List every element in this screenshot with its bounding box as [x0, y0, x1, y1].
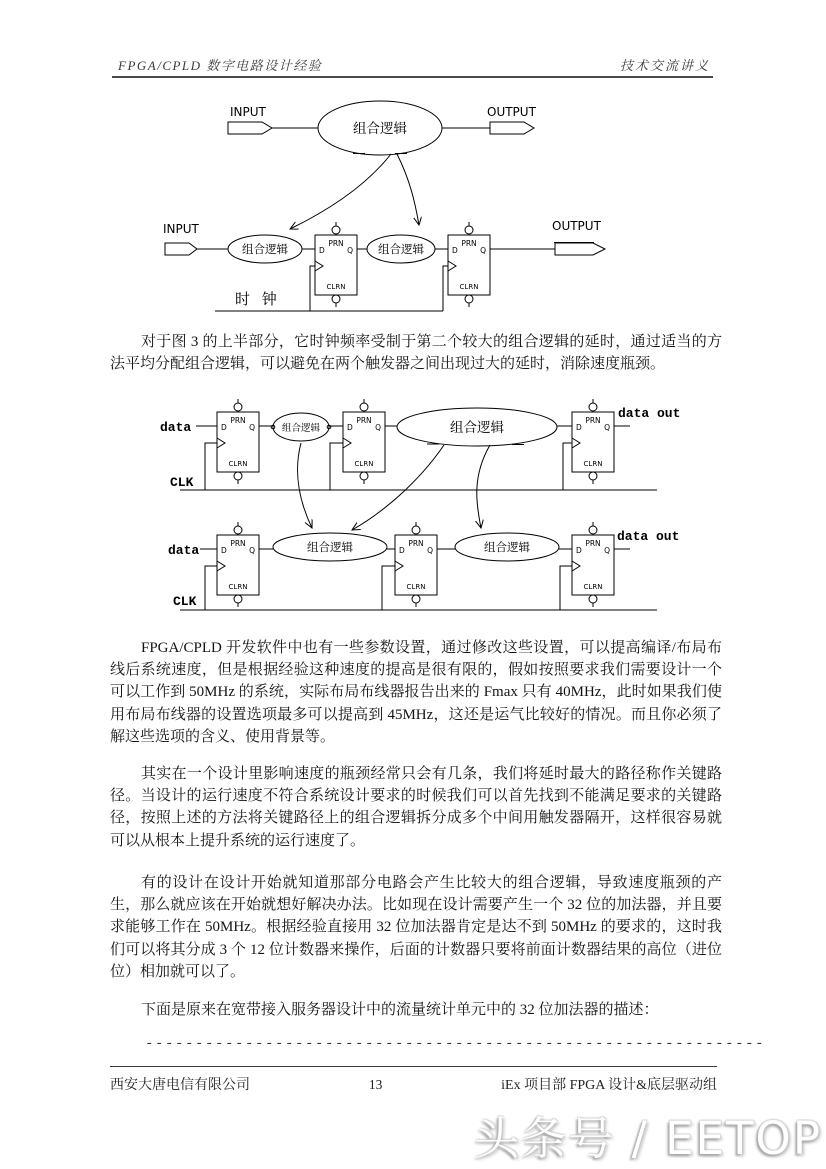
input-label: INPUT: [230, 105, 266, 119]
dff-symbol: [217, 399, 259, 484]
dff-symbol: [572, 399, 614, 484]
output-pin-icon: [490, 122, 534, 134]
clock-wire: [560, 566, 572, 610]
data-out-label: data out: [618, 406, 681, 421]
paragraph: 其实在一个设计里影响速度的瓶颈经常只会有几条，我们将延时最大的路径称作关键路径。当设计的运行速度不符合系统设计要求的时候我们可以首先找到不能满足要求的关键路径，按照上述的方法将关键路径上的组合逻辑拆分成多个中间用触发器隔开，这样很容易就可以从根本上提升系统的运行速度了。: [110, 766, 722, 849]
clock-label: 时 钟: [235, 292, 281, 308]
dff-symbol: [395, 522, 437, 607]
logic-label: 组合逻辑: [242, 244, 288, 256]
footer-department: iEx 项目部 FPGA 设计&底层驱动组: [501, 1078, 717, 1093]
logic-label: 组合逻辑: [450, 420, 504, 435]
dashed-divider: --------------------------------------------------------------: [145, 1036, 766, 1052]
output-label: OUTPUT: [552, 219, 601, 233]
dff-symbol: [343, 399, 385, 484]
header-left-title: FPGA/CPLD 数字电路设计经验: [118, 58, 323, 73]
rebalance-arrow: [298, 443, 312, 528]
logic-label: 组合逻辑: [378, 244, 424, 256]
clk-label: CLK: [170, 475, 194, 490]
paragraph: 下面是原来在宽带接入服务器设计中的流量统计单元中的 32 位加法器的描述：: [141, 1002, 659, 1018]
data-label: data: [168, 543, 200, 558]
clock-wire: [443, 266, 448, 311]
paragraph: 对于图 3 的上半部分，它时钟频率受制于第二个较大的组合逻辑的延时，通过适当的方法平均分配组合逻辑，可以避免在两个触发器之间出现过大的延时，消除速度瓶颈。: [110, 334, 722, 373]
header-right-title: 技术交流讲义: [619, 58, 710, 73]
dff-symbol: [315, 222, 357, 307]
logic-label: 组合逻辑: [484, 542, 530, 554]
clk-label: CLK: [173, 594, 197, 609]
watermark: 头条号 / EETOP: [474, 1112, 822, 1165]
footer-page-number: 13: [368, 1077, 383, 1092]
dff-symbol: [572, 522, 614, 607]
clock-wire: [563, 443, 572, 490]
clock-wire: [382, 566, 395, 610]
data-label: data: [160, 420, 192, 435]
logic-label: 组合逻辑: [353, 121, 407, 136]
split-arrow: [290, 154, 391, 229]
input-pin-icon: [165, 243, 197, 255]
output-label: OUTPUT: [487, 105, 536, 119]
figure-top-diagram: PRN D Q CLRN INPUT 组合逻辑 OUTPUT INPUT 组合逻辑 组合逻辑 OUTPUT 时 钟: [110, 92, 710, 320]
clock-wire: [205, 443, 217, 490]
paragraph: 有的设计在设计开始就知道那部分电路会产生比较大的组合逻辑，导致速度瓶颈的产生，那么就应该在开始就想好解决办法。比如现在设计需要产生一个 32 位的加法器，并且要求能够工作在 50MHz。根据经验直接用 32 位加法器肯定是达不到 50MHz 的要求的，这时我们可以将其分成 3 个 12 位计数器来操作，后面的计数器只要将前面计数器结果的高位（进位位）相加就可以了。: [110, 875, 722, 980]
rebalance-arrow: [477, 445, 490, 528]
dff-symbol: [448, 222, 490, 307]
split-arrow: [397, 154, 419, 225]
logic-label: 组合逻辑: [281, 424, 321, 434]
footer-rule: [110, 1066, 717, 1067]
logic-label: 组合逻辑: [307, 542, 353, 554]
clock-wire: [310, 266, 315, 311]
dff-symbol: [217, 522, 259, 607]
footer-company: 西安大唐电信有限公司: [110, 1078, 250, 1093]
figure-middle-diagram: [160, 398, 720, 620]
paragraph: FPGA/CPLD 开发软件中也有一些参数设置，通过修改这些设置，可以提高编译/布局布线后系统速度，但是根据经验这种速度的提高是很有限的，假如按照要求我们需要设计一个可以工作到 50MHz 的系统，实际布局布线器报告出来的 Fmax 只有 40MHz，此时如果我们使用布局布线器的设置选项最多可以提高到 45MHz，这还是运气比较好的情况。而且你必须了解这些选项的含义、使用背景等。: [110, 640, 722, 745]
header-rule: [112, 76, 713, 78]
data-out-label: data out: [617, 529, 680, 544]
clock-wire: [205, 566, 217, 610]
clock-wire: [330, 443, 343, 490]
input-pin-icon: [228, 122, 272, 134]
input-label: INPUT: [163, 222, 199, 236]
footer: [110, 1074, 717, 1094]
output-pin-icon: [555, 243, 605, 255]
